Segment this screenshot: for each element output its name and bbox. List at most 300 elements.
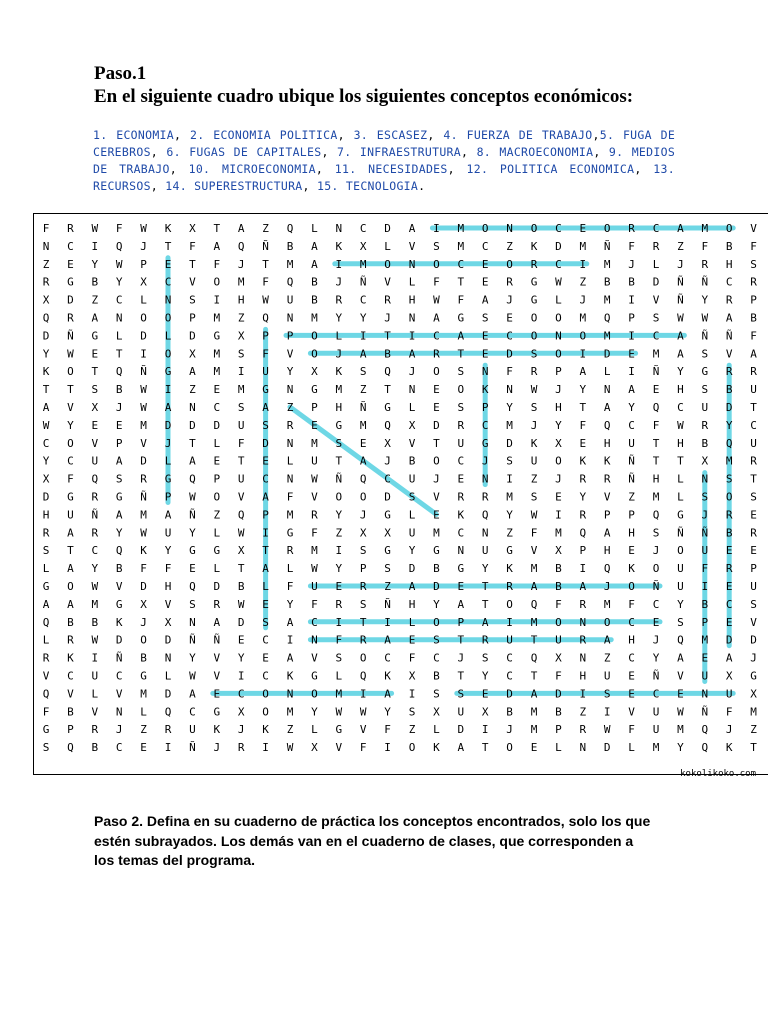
grid-letter: L bbox=[677, 472, 684, 486]
grid-letter: G bbox=[286, 526, 294, 540]
grid-letter: K bbox=[213, 723, 221, 737]
grid-letter: Q bbox=[530, 651, 538, 665]
grid-letter: C bbox=[506, 669, 513, 683]
grid-letter: S bbox=[457, 401, 465, 414]
grid-letter: Ñ bbox=[701, 329, 709, 343]
grid-letter: V bbox=[164, 597, 172, 611]
grid-letter: R bbox=[481, 490, 489, 504]
grid-letter: Z bbox=[91, 293, 99, 307]
grid-letter: D bbox=[384, 490, 391, 504]
word-number: 10. bbox=[188, 162, 222, 176]
grid-letter: C bbox=[506, 651, 513, 665]
grid-letter: X bbox=[164, 615, 172, 629]
grid-letter: Q bbox=[384, 418, 391, 432]
grid-letter: E bbox=[91, 418, 99, 432]
grid-letter: H bbox=[237, 293, 245, 307]
grid-letter: F bbox=[67, 472, 74, 486]
grid-letter: S bbox=[530, 401, 538, 414]
grid-letter: J bbox=[530, 418, 538, 432]
grid-letter: E bbox=[335, 580, 343, 593]
grid-letter: R bbox=[725, 365, 733, 379]
grid-letter: J bbox=[506, 723, 513, 737]
grid-letter: J bbox=[628, 257, 635, 271]
grid-letter: Q bbox=[42, 687, 50, 701]
grid-letter: M bbox=[652, 741, 660, 755]
grid-letter: V bbox=[677, 669, 684, 683]
grid-letter: E bbox=[433, 508, 440, 522]
grid-letter: V bbox=[189, 275, 196, 289]
grid-letter: E bbox=[433, 401, 440, 414]
grid-letter: P bbox=[628, 508, 635, 522]
word-list-item: 2. ECONOMIA POLITICA, bbox=[190, 128, 354, 142]
grid-letter: Ñ bbox=[701, 705, 709, 719]
grid-letter: N bbox=[408, 383, 416, 397]
grid-letter: A bbox=[359, 347, 367, 361]
grid-letter: C bbox=[433, 329, 440, 343]
grid-letter: J bbox=[335, 347, 343, 361]
grid-letter: R bbox=[286, 418, 294, 432]
grid-letter: I bbox=[359, 329, 367, 343]
grid-letter: D bbox=[750, 633, 757, 647]
grid-letter: S bbox=[335, 651, 343, 665]
grid-letter: A bbox=[481, 615, 489, 629]
grid-letter: T bbox=[189, 257, 196, 271]
grid-letter: J bbox=[457, 651, 465, 665]
grid-letter: T bbox=[652, 454, 660, 468]
grid-letter: Q bbox=[42, 615, 50, 629]
grid-letter: Ñ bbox=[677, 293, 684, 307]
grid-letter: E bbox=[506, 311, 513, 325]
grid-letter: T bbox=[237, 454, 245, 468]
grid-letter: N bbox=[457, 544, 465, 558]
grid-letter: G bbox=[335, 723, 343, 737]
grid-letter: E bbox=[67, 257, 74, 271]
grid-letter: E bbox=[652, 383, 660, 397]
grid-letter: N bbox=[311, 633, 318, 647]
grid-letter: U bbox=[286, 293, 294, 307]
grid-letter: G bbox=[701, 365, 709, 379]
grid-letter: R bbox=[530, 365, 538, 379]
grid-letter: C bbox=[262, 669, 269, 683]
grid-letter: F bbox=[433, 275, 440, 289]
word-list-item: 13. RECURSOS, bbox=[93, 162, 675, 193]
grid-letter: I bbox=[359, 687, 367, 701]
word-number: 5. bbox=[599, 128, 623, 142]
grid-letter: V bbox=[311, 490, 318, 504]
grid-letter: D bbox=[433, 418, 440, 432]
grid-letter: G bbox=[91, 329, 99, 343]
grid-letter: T bbox=[189, 436, 196, 450]
grid-letter: O bbox=[311, 687, 318, 701]
grid-letter: R bbox=[67, 633, 74, 647]
grid-letter: R bbox=[213, 597, 221, 611]
grid-letter: M bbox=[677, 723, 684, 737]
grid-letter: T bbox=[384, 383, 391, 397]
grid-letter: E bbox=[628, 669, 635, 683]
grid-letter: Ñ bbox=[359, 401, 367, 414]
grid-letter: M bbox=[311, 544, 318, 558]
grid-letter: L bbox=[91, 687, 99, 701]
grid-letter: D bbox=[384, 222, 391, 235]
grid-letter: F bbox=[237, 436, 245, 450]
word-text: INFRAESTRUTURA bbox=[359, 145, 461, 159]
grid-letter: T bbox=[677, 454, 684, 468]
grid-letter: U bbox=[408, 472, 416, 486]
grid-letter: D bbox=[213, 418, 221, 432]
word-number: 11. bbox=[334, 162, 369, 176]
grid-letter: T bbox=[481, 741, 489, 755]
grid-letter: J bbox=[652, 633, 660, 647]
grid-letter: W bbox=[359, 705, 367, 719]
grid-letter: Z bbox=[677, 239, 684, 253]
grid-letter: J bbox=[384, 311, 391, 325]
grid-letter: J bbox=[335, 275, 343, 289]
grid-letter: V bbox=[286, 347, 294, 361]
grid-letter: Q bbox=[237, 508, 245, 522]
grid-letter: R bbox=[311, 508, 318, 522]
grid-letter: E bbox=[457, 472, 465, 486]
grid-letter: M bbox=[530, 705, 538, 719]
grid-letter: L bbox=[384, 239, 391, 253]
grid-letter: L bbox=[311, 723, 318, 737]
grid-letter: Z bbox=[189, 383, 196, 397]
grid-letter: S bbox=[262, 418, 269, 432]
grid-letter: R bbox=[506, 580, 513, 593]
grid-letter: N bbox=[481, 526, 489, 540]
grid-letter: U bbox=[652, 705, 660, 719]
word-number: 1. bbox=[93, 128, 117, 142]
grid-letter: U bbox=[701, 544, 709, 558]
grid-letter: R bbox=[579, 472, 587, 486]
grid-letter: Z bbox=[286, 401, 294, 414]
grid-letter: I bbox=[408, 329, 416, 343]
grid-letter: S bbox=[457, 365, 465, 379]
grid-letter: K bbox=[481, 383, 489, 397]
grid-letter: L bbox=[335, 329, 343, 343]
grid-letter: N bbox=[115, 311, 123, 325]
grid-letter: F bbox=[42, 222, 50, 235]
grid-letter: N bbox=[603, 383, 611, 397]
grid-letter: W bbox=[189, 490, 196, 504]
grid-letter: X bbox=[237, 329, 245, 343]
grid-letter: I bbox=[262, 526, 269, 540]
grid-letter: L bbox=[603, 365, 611, 379]
grid-letter: C bbox=[115, 741, 123, 755]
grid-letter: P bbox=[115, 436, 123, 450]
grid-letter: D bbox=[164, 687, 172, 701]
grid-letter: E bbox=[652, 615, 660, 629]
grid-letter: S bbox=[750, 257, 757, 271]
grid-letter: S bbox=[725, 472, 733, 486]
grid-letter: C bbox=[115, 293, 123, 307]
grid-letter: A bbox=[115, 454, 123, 468]
grid-letter: A bbox=[67, 526, 74, 540]
grid-letter: A bbox=[603, 526, 611, 540]
grid-letter: A bbox=[91, 311, 99, 325]
grid-letter: S bbox=[677, 615, 684, 629]
grid-letter: Q bbox=[115, 365, 123, 379]
grid-letter: N bbox=[579, 615, 587, 629]
grid-letter: S bbox=[189, 597, 196, 611]
grid-letter: H bbox=[164, 580, 172, 593]
grid-letter: D bbox=[603, 741, 611, 755]
grid-letter: H bbox=[555, 401, 562, 414]
grid-letter: R bbox=[91, 526, 99, 540]
grid-letter: S bbox=[237, 401, 245, 414]
grid-letter: R bbox=[750, 275, 757, 289]
grid-letter: K bbox=[140, 544, 147, 558]
grid-letter: C bbox=[457, 454, 465, 468]
grid-letter: B bbox=[384, 347, 391, 361]
grid-letter: J bbox=[433, 472, 440, 486]
grid-letter: D bbox=[164, 633, 172, 647]
grid-letter: S bbox=[701, 347, 709, 361]
word-text: TECNOLOGIA bbox=[345, 179, 419, 193]
grid-letter: V bbox=[91, 436, 99, 450]
grid-letter: U bbox=[750, 436, 757, 450]
grid-letter: S bbox=[237, 347, 245, 361]
grid-letter: F bbox=[750, 329, 757, 343]
grid-letter: X bbox=[311, 741, 318, 755]
grid-letter: A bbox=[311, 239, 318, 253]
word-number: 9. bbox=[608, 145, 632, 159]
grid-letter: X bbox=[555, 651, 562, 665]
grid-letter: Z bbox=[384, 580, 391, 593]
grid-letter: S bbox=[750, 490, 757, 504]
grid-letter: E bbox=[750, 508, 757, 522]
grid-letter: T bbox=[481, 597, 489, 611]
grid-letter: X bbox=[237, 544, 245, 558]
grid-letter: Z bbox=[750, 723, 757, 737]
grid-letter: I bbox=[628, 365, 635, 379]
grid-letter: M bbox=[530, 723, 538, 737]
grid-letter: X bbox=[481, 705, 489, 719]
grid-letter: Ñ bbox=[652, 365, 660, 379]
grid-letter: I bbox=[506, 472, 513, 486]
grid-letter: T bbox=[481, 580, 489, 593]
grid-letter: N bbox=[189, 401, 196, 414]
grid-letter: I bbox=[237, 365, 245, 379]
grid-letter: J bbox=[481, 454, 489, 468]
word-list-item: 9. MEDIOS DE TRABAJO, bbox=[93, 145, 676, 176]
grid-letter: R bbox=[359, 580, 367, 593]
grid-letter: Q bbox=[725, 436, 733, 450]
grid-letter: U bbox=[530, 454, 538, 468]
grid-letter: F bbox=[335, 633, 343, 647]
grid-letter: P bbox=[189, 311, 196, 325]
grid-letter: O bbox=[457, 383, 465, 397]
grid-letter: O bbox=[213, 490, 221, 504]
grid-letter: F bbox=[115, 222, 123, 235]
grid-letter: I bbox=[335, 257, 343, 271]
grid-letter: C bbox=[652, 222, 660, 235]
grid-letter: Y bbox=[652, 651, 660, 665]
grid-letter: C bbox=[67, 454, 74, 468]
grid-letter: Q bbox=[189, 472, 196, 486]
grid-letter: Q bbox=[652, 508, 660, 522]
grid-letter: M bbox=[140, 508, 147, 522]
grid-letter: E bbox=[628, 347, 635, 361]
grid-letter: O bbox=[481, 222, 489, 235]
grid-letter: R bbox=[335, 597, 343, 611]
grid-letter: Q bbox=[67, 741, 74, 755]
grid-letter: U bbox=[750, 580, 757, 593]
grid-letter: A bbox=[579, 365, 587, 379]
word-list-item: 1. ECONOMIA, bbox=[93, 128, 191, 142]
grid-letter: M bbox=[701, 633, 709, 647]
grid-letter: R bbox=[140, 472, 147, 486]
grid-letter: R bbox=[237, 741, 245, 755]
grid-letter: X bbox=[189, 222, 196, 235]
grid-letter: R bbox=[750, 526, 757, 540]
grid-letter: B bbox=[628, 275, 635, 289]
grid-letter: Ñ bbox=[335, 472, 343, 486]
grid-letter: S bbox=[42, 544, 50, 558]
grid-letter: P bbox=[481, 401, 489, 414]
grid-letter: Q bbox=[603, 311, 611, 325]
grid-letter: V bbox=[115, 687, 123, 701]
grid-letter: C bbox=[750, 418, 757, 432]
grid-letter: B bbox=[67, 615, 74, 629]
word-list-item: 4. FUERZA DE TRABAJO, bbox=[443, 128, 600, 142]
grid-letter: G bbox=[164, 365, 172, 379]
grid-letter: R bbox=[750, 454, 757, 468]
grid-letter: K bbox=[628, 562, 635, 576]
grid-letter: L bbox=[555, 741, 562, 755]
grid-letter: P bbox=[750, 293, 757, 307]
grid-letter: G bbox=[311, 669, 318, 683]
grid-letter: Y bbox=[67, 418, 74, 432]
grid-letter: R bbox=[506, 275, 513, 289]
grid-letter: B bbox=[91, 615, 99, 629]
grid-letter: M bbox=[457, 239, 465, 253]
grid-letter: Y bbox=[311, 705, 318, 719]
grid-letter: D bbox=[115, 633, 123, 647]
grid-letter: V bbox=[603, 490, 611, 504]
grid-letter: E bbox=[140, 741, 147, 755]
grid-letter: R bbox=[42, 526, 50, 540]
grid-letter: M bbox=[140, 418, 147, 432]
grid-letter: C bbox=[262, 472, 269, 486]
grid-letter: U bbox=[725, 687, 733, 701]
grid-letter: E bbox=[237, 633, 245, 647]
grid-letter: Ñ bbox=[677, 275, 684, 289]
grid-letter: Y bbox=[555, 418, 562, 432]
grid-letter: I bbox=[433, 222, 440, 235]
grid-letter: Q bbox=[262, 311, 269, 325]
word-text: FUERZA DE TRABAJO bbox=[466, 128, 593, 142]
grid-letter: M bbox=[750, 705, 757, 719]
grid-letter: Y bbox=[384, 705, 391, 719]
grid-letter: T bbox=[164, 239, 172, 253]
grid-letter: D bbox=[213, 580, 221, 593]
grid-letter: Y bbox=[189, 526, 196, 540]
grid-letter: E bbox=[725, 544, 733, 558]
grid-letter: E bbox=[579, 222, 587, 235]
grid-letter: O bbox=[433, 365, 440, 379]
grid-letter: H bbox=[408, 597, 416, 611]
grid-letter: U bbox=[311, 454, 318, 468]
grid-letter: S bbox=[433, 687, 440, 701]
grid-letter: N bbox=[408, 311, 416, 325]
grid-letter: G bbox=[115, 490, 123, 504]
grid-letter: F bbox=[652, 418, 660, 432]
grid-letter: Y bbox=[91, 562, 99, 576]
grid-letter: V bbox=[359, 723, 367, 737]
grid-letter: M bbox=[506, 418, 513, 432]
grid-letter: X bbox=[384, 526, 391, 540]
grid-letter: E bbox=[481, 687, 489, 701]
grid-letter: K bbox=[579, 454, 587, 468]
grid-letter: M bbox=[457, 222, 465, 235]
grid-letter: I bbox=[164, 741, 172, 755]
grid-letter: J bbox=[603, 580, 611, 593]
grid-letter: J bbox=[506, 293, 513, 307]
grid-letter: G bbox=[384, 544, 391, 558]
grid-letter: N bbox=[506, 222, 513, 235]
grid-letter: K bbox=[725, 741, 733, 755]
grid-letter: A bbox=[359, 454, 367, 468]
grid-letter: W bbox=[555, 275, 562, 289]
grid-letter: Q bbox=[701, 723, 709, 737]
grid-letter: X bbox=[42, 472, 50, 486]
grid-letter: M bbox=[311, 311, 318, 325]
grid-letter: F bbox=[555, 669, 562, 683]
grid-letter: T bbox=[262, 544, 269, 558]
grid-letter: L bbox=[286, 454, 294, 468]
grid-letter: W bbox=[140, 222, 147, 235]
grid-letter: B bbox=[603, 275, 611, 289]
grid-letter: E bbox=[725, 580, 733, 593]
word-number: 2. bbox=[190, 128, 214, 142]
grid-letter: I bbox=[384, 615, 391, 629]
grid-letter: N bbox=[189, 615, 196, 629]
grid-letter: A bbox=[115, 508, 123, 522]
grid-letter: E bbox=[189, 562, 196, 576]
grid-letter: X bbox=[433, 705, 440, 719]
grid-letter: E bbox=[408, 633, 416, 647]
grid-letter: X bbox=[359, 526, 367, 540]
grid-letter: F bbox=[189, 239, 196, 253]
grid-letter: O bbox=[67, 365, 74, 379]
grid-letter: A bbox=[189, 365, 196, 379]
grid-letter: R bbox=[384, 293, 391, 307]
grid-letter: Ñ bbox=[140, 365, 147, 379]
word-list-item: 10. MICROECONOMIA, bbox=[188, 162, 335, 176]
word-text: MACROECONOMIA bbox=[499, 145, 594, 159]
grid-letter: R bbox=[457, 418, 465, 432]
grid-letter: A bbox=[677, 222, 684, 235]
grid-letter: S bbox=[701, 383, 709, 397]
grid-letter: I bbox=[384, 741, 391, 755]
grid-letter: W bbox=[42, 418, 50, 432]
grid-letter: L bbox=[408, 508, 416, 522]
grid-letter: N bbox=[335, 222, 343, 235]
grid-letter: U bbox=[628, 436, 635, 450]
grid-letter: M bbox=[506, 490, 513, 504]
grid-letter: D bbox=[652, 275, 660, 289]
grid-letter: Q bbox=[359, 472, 367, 486]
grid-letter: T bbox=[750, 741, 757, 755]
grid-letter: M bbox=[555, 526, 562, 540]
grid-letter: B bbox=[115, 562, 123, 576]
grid-letter: E bbox=[164, 257, 172, 271]
grid-letter: R bbox=[701, 257, 709, 271]
grid-letter: O bbox=[262, 687, 269, 701]
grid-letter: W bbox=[189, 669, 196, 683]
grid-letter: I bbox=[555, 508, 562, 522]
grid-letter: F bbox=[725, 705, 733, 719]
